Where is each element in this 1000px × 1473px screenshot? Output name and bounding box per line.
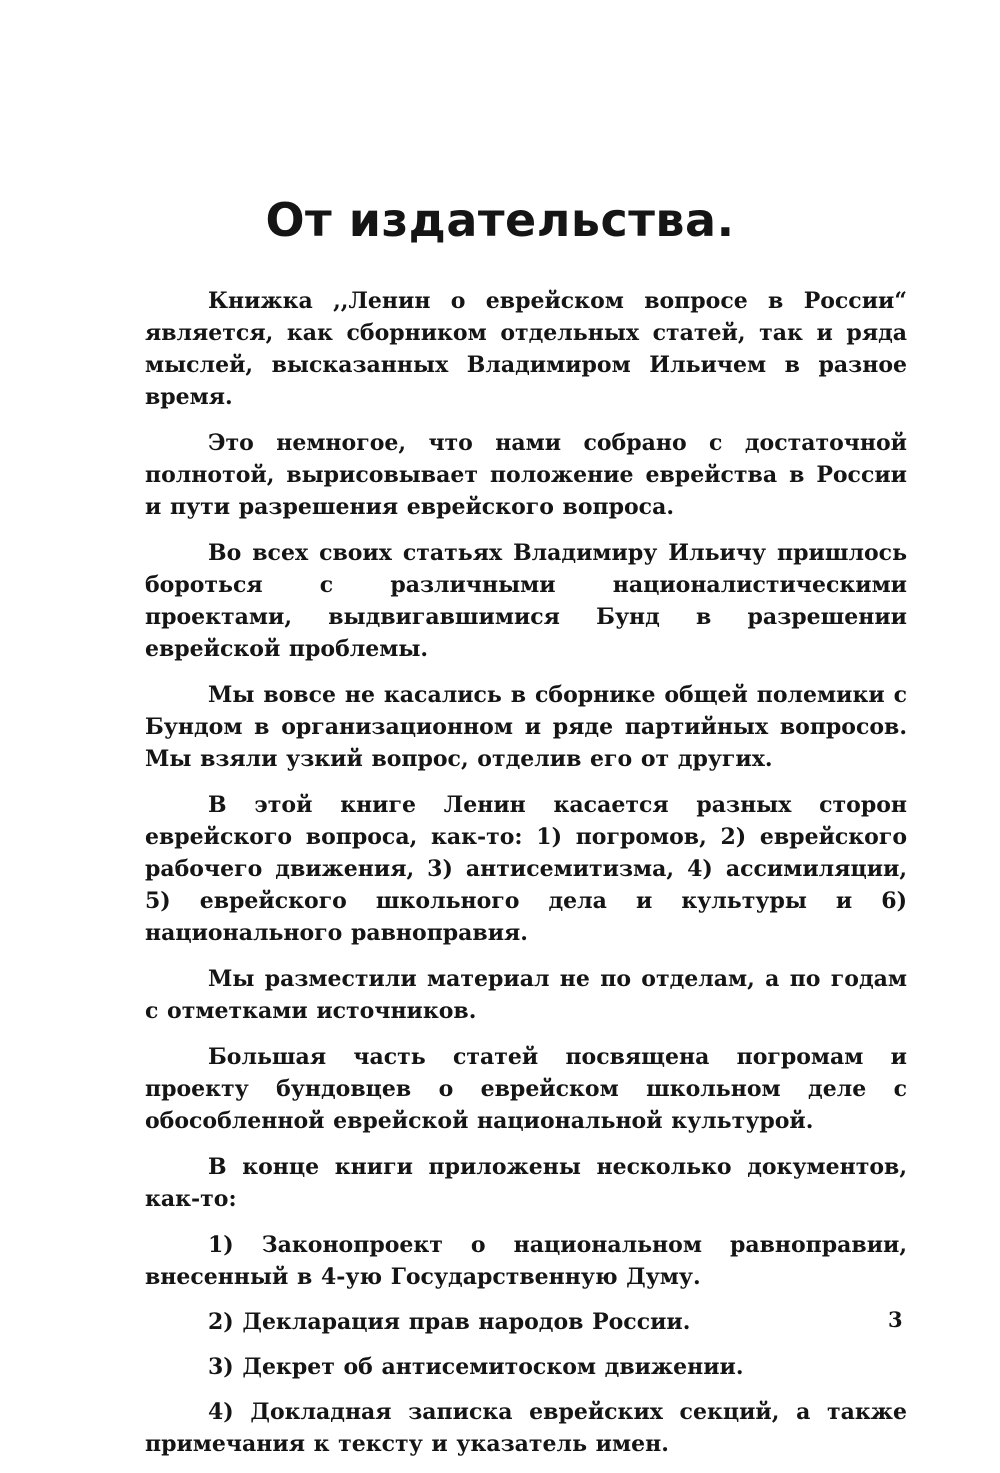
body-text [145,285,907,1473]
paragraph-8: В конце книги приложены несколько документов, как-то: [145,1154,907,1212]
paragraph-7: Большая часть статей посвящена погромам и проекту бундовцев о еврейском школьном деле с обособленной еврейской национальной культурой. [145,1044,907,1134]
page-number: 3 [888,1307,903,1332]
list-item-2: 2) Декларация прав народов России. [208,1309,691,1335]
list-item-4: 4) Докладная записка еврейских секций, а также примечания к тексту и указатель имен. [145,1399,907,1457]
paragraph-3: Во всех своих статьях Владимиру Ильичу пришлось бороться с различными националистическими проектами, выдвигавшимися Бунд в разрешении еврейской проблемы. [145,540,907,662]
paragraph-1: Книжка ,,Ленин о еврейском вопросе в России“ является, как сборником отдельных статей, так и ряда мыслей, высказанных Владимиром Ильичем в разное время. [145,288,907,410]
page-title: От издательства. [265,193,735,247]
paragraph-2: Это немногое, что нами собрано с достаточной полнотой, вырисовывает положение еврейства в России и пути разрешения еврейского вопроса. [145,430,907,520]
paragraph-4: Мы вовсе не касались в сборнике общей полемики с Бундом в организационном и ряде партийных вопросов. Мы взяли узкий вопрос, отделив его от других. [145,682,907,772]
list-item-3: 3) Декрет об антисемитоском движении. [208,1354,744,1380]
paragraph-6: Мы разместили материал не по отделам, а по годам с отметками источников. [145,966,907,1024]
paragraph-5: В этой книге Ленин касается разных сторон еврейского вопроса, как-то: 1) погромов, 2) еврейского рабочего движения, 3) антисемитизма, 4) ассимиляции, 5) еврейского школьного дела и культуры и 6) национального равноправия. [145,792,907,946]
list-item-1: 1) Законопроект о национальном равноправии, внесенный в 4-ую Государственную Думу. [145,1232,907,1290]
